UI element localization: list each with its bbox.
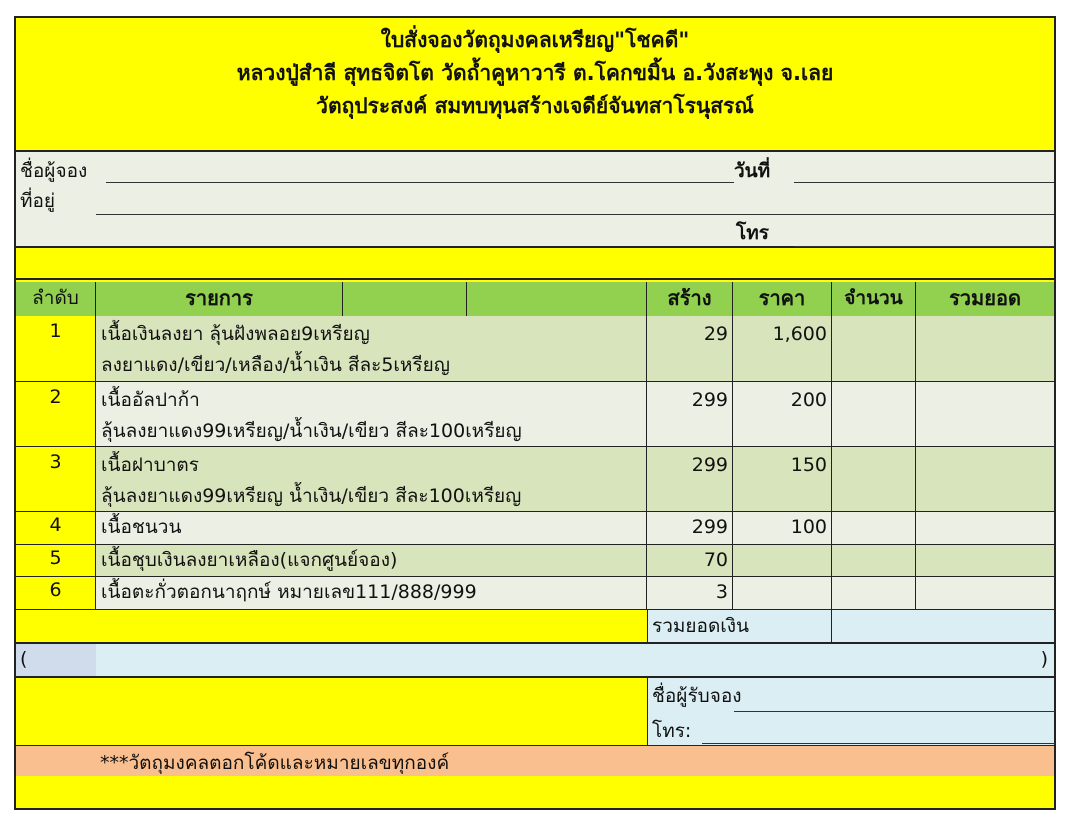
row-number: 6 xyxy=(16,577,96,609)
name-label: ชื่อผู้จอง xyxy=(20,160,88,182)
order-form xyxy=(14,16,1056,810)
row-total[interactable] xyxy=(916,447,1054,511)
monk-temple-line: หลวงปู่สำลี สุทธจิตโต วัดถ้ำคูหาวารี ต.โคกขมิ้น อ.วังสะพุง จ.เลย xyxy=(236,61,834,85)
form-title: ใบสั่งจองวัตถุมงคลเหรียญ"โชคดี" xyxy=(380,28,690,52)
row-qty[interactable] xyxy=(832,577,916,609)
name-field[interactable] xyxy=(106,182,734,183)
row-price xyxy=(733,577,832,609)
header-qty: จำนวน xyxy=(832,282,916,316)
header-price: ราคา xyxy=(733,282,832,316)
note-row xyxy=(16,746,1054,776)
row-item xyxy=(96,316,647,381)
item-line-1: เนื้อตะกั่วตอกนาฤกษ์ หมายเลข111/888/999 xyxy=(101,581,477,603)
header-blank-1 xyxy=(343,282,467,316)
receiver-phone-field[interactable] xyxy=(702,743,1055,744)
header-no: ลำดับ xyxy=(16,282,96,316)
row-build: 29 xyxy=(647,316,733,381)
item-line-1: เนื้อชุบเงินลงยาเหลือง(แจกศูนย์จอง) xyxy=(101,549,398,571)
table-row xyxy=(16,447,1054,512)
table-row xyxy=(16,382,1054,447)
row-item xyxy=(96,577,647,609)
address-label: ที่อยู่ xyxy=(20,190,56,212)
row-total[interactable] xyxy=(916,577,1054,609)
row-total[interactable] xyxy=(916,512,1054,544)
row-build: 70 xyxy=(647,545,733,576)
table-row xyxy=(16,545,1054,577)
row-total[interactable] xyxy=(916,382,1054,446)
row-qty[interactable] xyxy=(832,545,916,576)
purpose-line: วัตถุประสงค์ สมทบทุนสร้างเจดีย์จันทสาโรนุสรณ์ xyxy=(316,94,754,118)
table-row xyxy=(16,512,1054,545)
receiver-section xyxy=(16,678,1054,746)
total-row xyxy=(16,610,1054,644)
title-block xyxy=(16,18,1054,150)
row-item xyxy=(96,447,647,511)
row-price: 150 xyxy=(733,447,832,511)
row-total[interactable] xyxy=(916,545,1054,576)
row-number: 1 xyxy=(16,316,96,381)
customer-info-section xyxy=(16,150,1054,248)
header-build: สร้าง xyxy=(647,282,733,316)
receiver-name-label: ชื่อผู้รับจอง xyxy=(652,685,742,707)
date-label: วันที่ xyxy=(734,160,771,182)
row-build: 299 xyxy=(647,382,733,446)
row-number: 5 xyxy=(16,545,96,576)
bottom-strip xyxy=(16,776,1054,808)
row-price xyxy=(733,545,832,576)
row-number: 4 xyxy=(16,512,96,544)
row-item xyxy=(96,545,647,576)
table-row xyxy=(16,577,1054,610)
item-line-2: ลุ้นลงยาแดง99เหรียญ/น้ำเงิน/เขียว สีละ100เหรียญ xyxy=(101,420,522,442)
row-build: 299 xyxy=(647,512,733,544)
table-row xyxy=(16,316,1054,382)
row-total[interactable] xyxy=(916,316,1054,381)
row-build: 299 xyxy=(647,447,733,511)
date-field[interactable] xyxy=(794,182,1054,183)
item-line-2: ลงยาแดง/เขียว/เหลือง/น้ำเงิน สีละ5เหรียญ xyxy=(101,354,450,376)
spacer-row xyxy=(16,248,1054,280)
note-text: ***วัตถุมงคลตอกโค้ดและหมายเลขทุกองค์ xyxy=(100,752,450,774)
row-number: 3 xyxy=(16,447,96,511)
header-total: รวมยอด xyxy=(916,282,1054,316)
row-qty[interactable] xyxy=(832,382,916,446)
row-price: 1,600 xyxy=(733,316,832,381)
row-item xyxy=(96,512,647,544)
item-line-1: เนื้ออัลปาก้า xyxy=(101,389,200,411)
paren-close: ) xyxy=(1040,648,1048,670)
row-qty[interactable] xyxy=(832,512,916,544)
item-line-1: เนื้อชนวน xyxy=(101,516,182,538)
item-line-2: ลุ้นลงยาแดง99เหรียญ น้ำเงิน/เขียว สีละ100เหรียญ xyxy=(101,485,522,507)
row-number: 2 xyxy=(16,382,96,446)
header-item: รายการ xyxy=(96,282,343,316)
row-price: 100 xyxy=(733,512,832,544)
phone-label: โทร xyxy=(736,222,769,244)
amount-words-left-cell xyxy=(16,644,96,676)
address-field[interactable] xyxy=(96,214,1054,215)
grand-total-field[interactable] xyxy=(832,610,1054,642)
amount-words-row[interactable] xyxy=(16,644,1054,678)
row-price: 200 xyxy=(733,382,832,446)
item-line-1: เนื้อฝาบาตร xyxy=(101,454,199,476)
receiver-phone-label: โทร: xyxy=(652,720,692,742)
row-qty[interactable] xyxy=(832,316,916,381)
receiver-name-field[interactable] xyxy=(734,711,1055,712)
row-qty[interactable] xyxy=(832,447,916,511)
row-item xyxy=(96,382,647,446)
receiver-box xyxy=(647,678,1054,745)
item-line-1: เนื้อเงินลงยา ลุ้นฝังพลอย9เหรียญ xyxy=(101,323,370,345)
phone-field[interactable] xyxy=(794,246,1054,247)
paren-open: ( xyxy=(20,648,28,670)
total-label: รวมยอดเงิน xyxy=(647,610,832,642)
header-blank-2 xyxy=(467,282,647,316)
table-header xyxy=(16,282,1054,316)
row-build: 3 xyxy=(647,577,733,609)
